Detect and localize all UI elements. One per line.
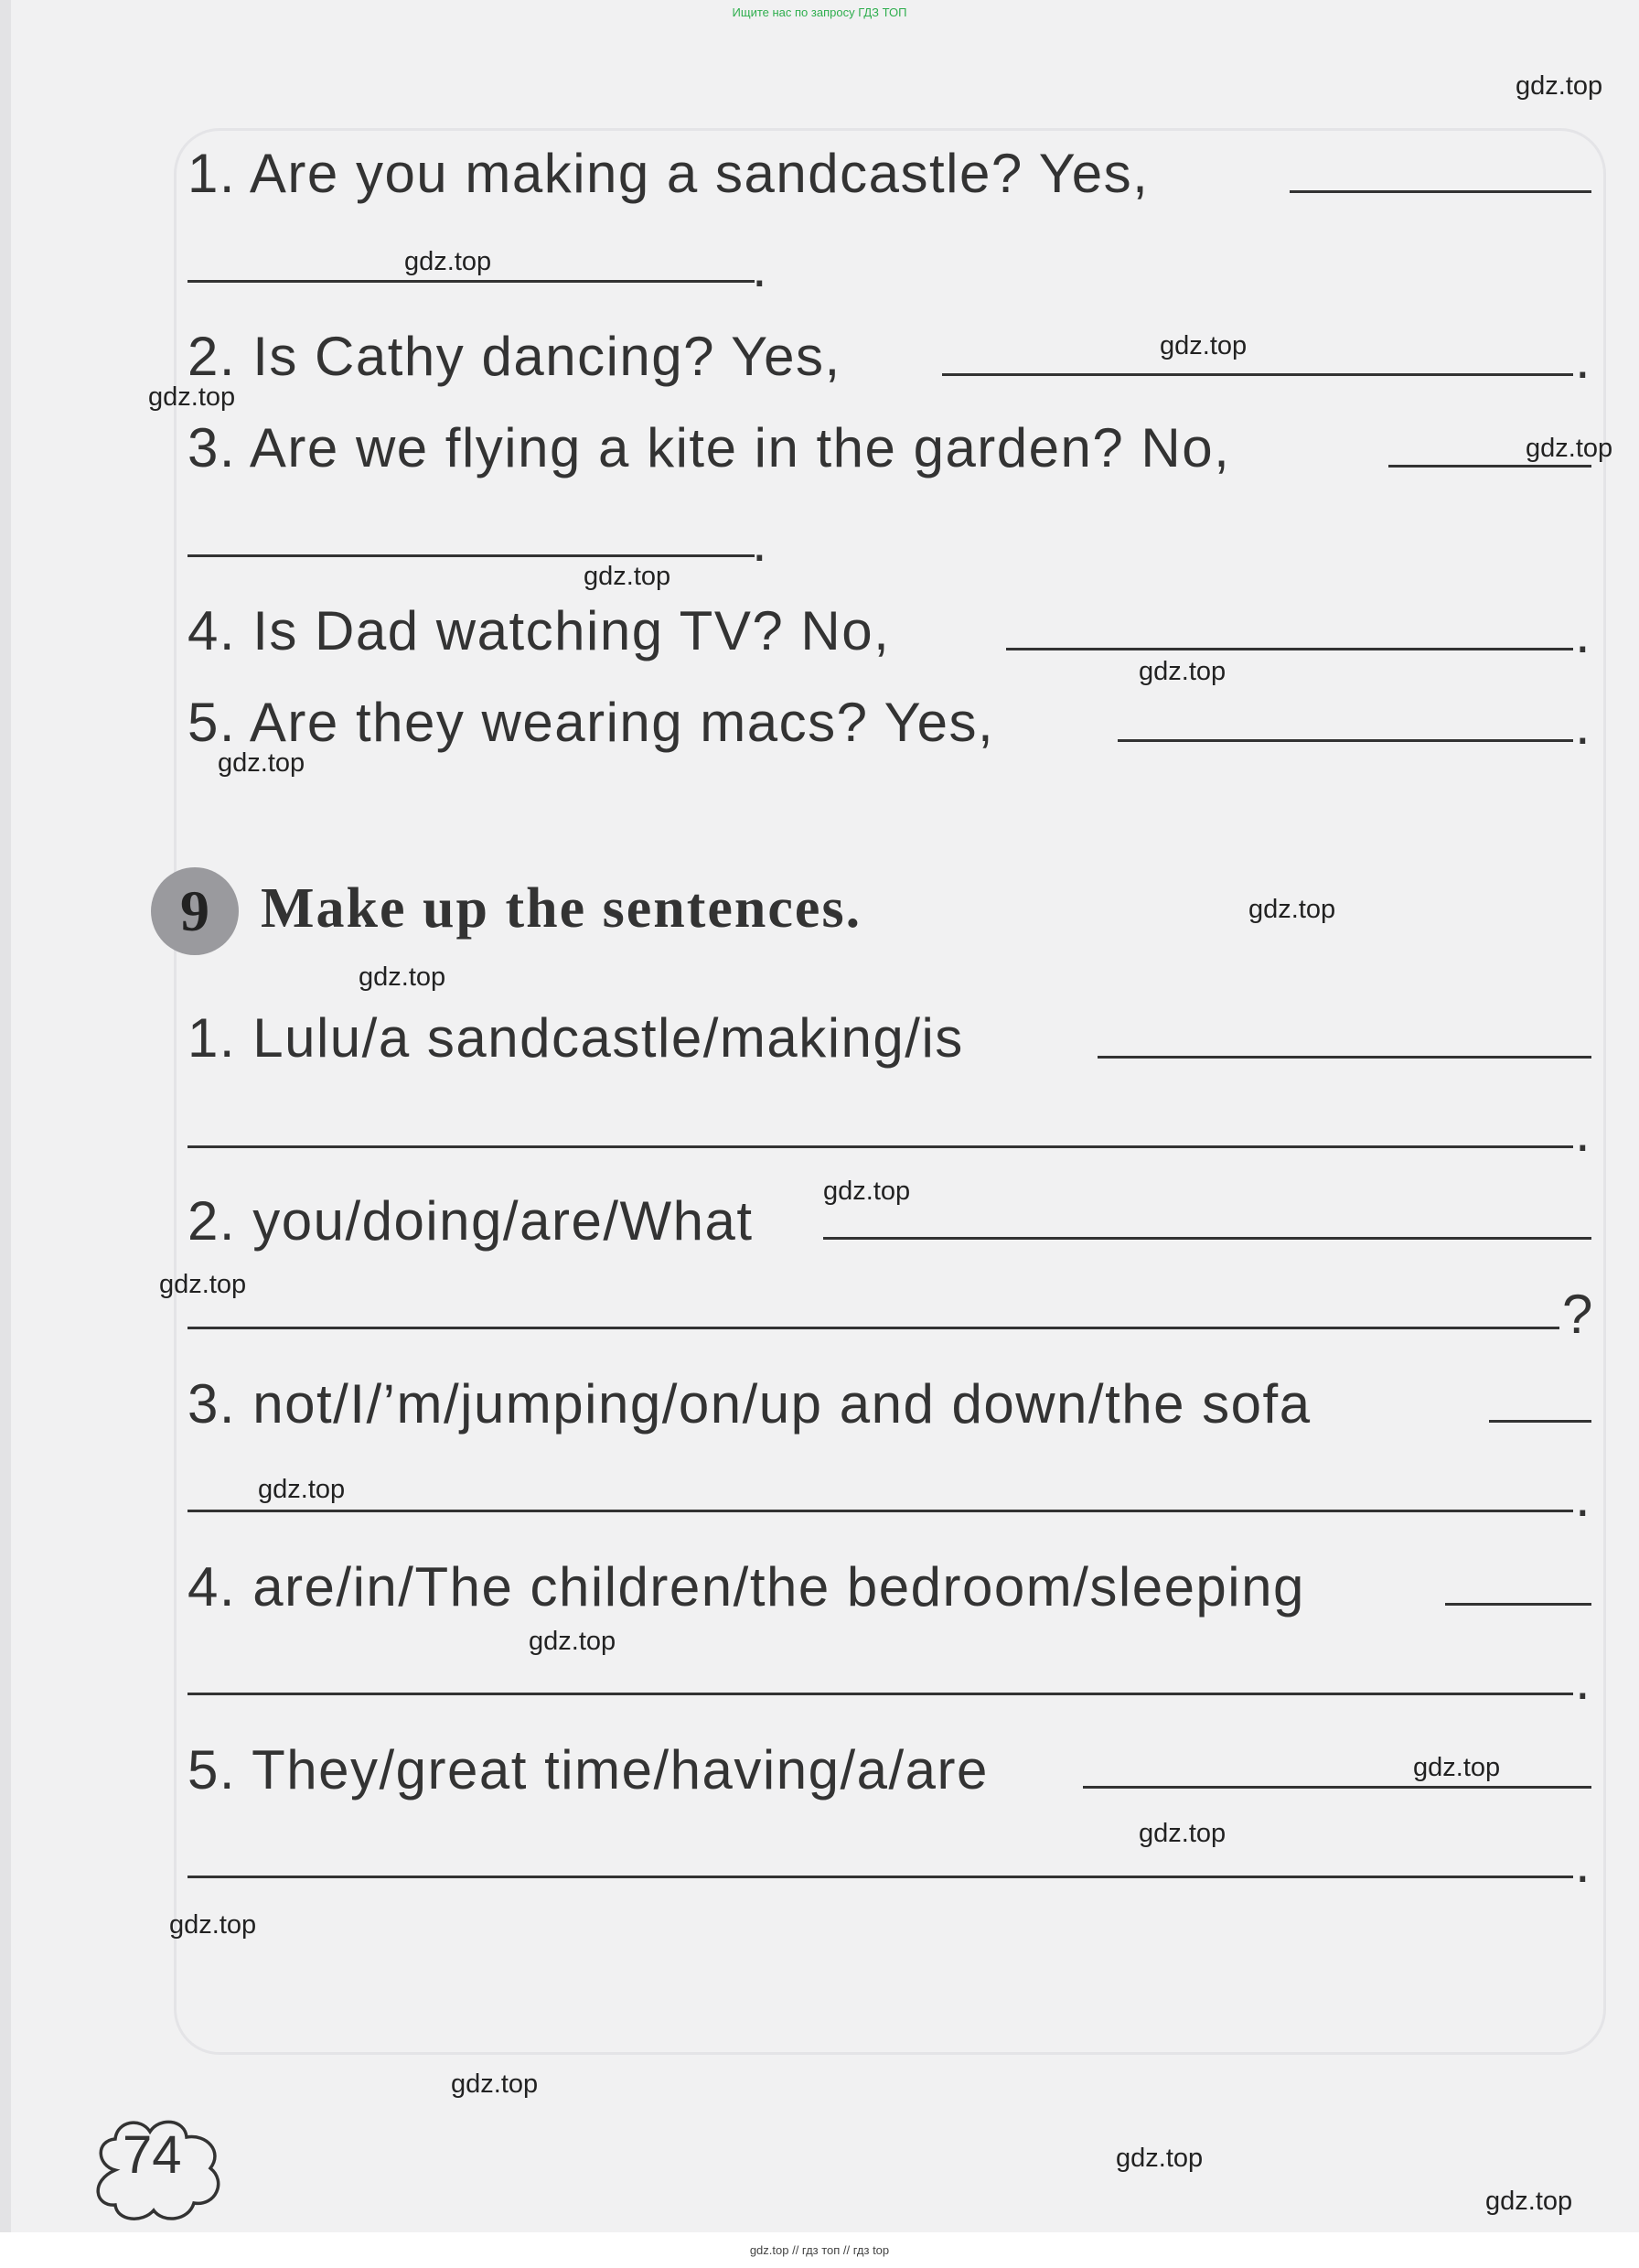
watermark: gdz.top (404, 247, 492, 276)
answer-blank[interactable] (187, 1145, 1573, 1148)
question-1: 1. Are you making a sandcastle? Yes, (187, 143, 1150, 204)
watermark: gdz.top (1526, 434, 1613, 463)
answer-blank[interactable] (1118, 739, 1573, 742)
sentence-5: 5. They/great time/having/a/are (187, 1739, 989, 1800)
sentence-4: 4. are/in/The children/the bedroom/sleeping (187, 1556, 1305, 1618)
answer-blank[interactable] (187, 1510, 1573, 1512)
watermark: gdz.top (529, 1627, 616, 1656)
answer-blank[interactable] (823, 1237, 1591, 1240)
question-5: 5. Are they wearing macs? Yes, (187, 692, 995, 753)
bottom-banner[interactable]: gdz.top // гдз топ // гдз top (749, 2243, 890, 2257)
end-punct: ? (1562, 1284, 1593, 1345)
end-punct: . (1575, 1467, 1591, 1528)
watermark: gdz.top (1485, 2187, 1573, 2216)
answer-blank[interactable] (187, 1693, 1573, 1695)
watermark: gdz.top (1516, 71, 1603, 101)
end-punct: . (752, 237, 767, 298)
answer-blank[interactable] (187, 280, 755, 283)
question-2: 2. Is Cathy dancing? Yes, (187, 326, 841, 387)
watermark: gdz.top (584, 562, 671, 591)
answer-blank[interactable] (1098, 1056, 1591, 1059)
watermark: gdz.top (1413, 1753, 1501, 1782)
watermark: gdz.top (823, 1177, 911, 1206)
end-punct: . (1575, 694, 1591, 756)
watermark: gdz.top (1248, 895, 1336, 924)
question-3: 3. Are we flying a kite in the garden? No, (187, 417, 1231, 478)
page-edge (0, 0, 11, 2268)
watermark: gdz.top (218, 748, 305, 778)
watermark: gdz.top (148, 382, 236, 412)
question-4: 4. Is Dad watching TV? No, (187, 600, 891, 661)
exercise-title: Make up the sentences. (261, 877, 862, 940)
exercise-number-badge: 9 (151, 867, 239, 955)
answer-blank[interactable] (1290, 190, 1591, 193)
end-punct: . (1575, 603, 1591, 664)
answer-blank[interactable] (187, 1876, 1573, 1878)
end-punct: . (1575, 1650, 1591, 1711)
answer-blank[interactable] (1006, 648, 1573, 650)
end-punct: . (1575, 328, 1591, 390)
watermark: gdz.top (169, 1910, 257, 1940)
top-banner[interactable]: Ищите нас по запросу ГДЗ ТОП (732, 5, 907, 19)
answer-blank[interactable] (1083, 1786, 1591, 1789)
answer-blank[interactable] (187, 554, 755, 557)
watermark: gdz.top (159, 1270, 247, 1299)
end-punct: . (1575, 1833, 1591, 1894)
answer-blank[interactable] (1489, 1420, 1591, 1423)
watermark: gdz.top (1116, 2144, 1204, 2173)
answer-blank[interactable] (1445, 1603, 1591, 1606)
page-number: 74 (123, 2125, 182, 2185)
sentence-2: 2. you/doing/are/What (187, 1190, 754, 1252)
answer-blank[interactable] (942, 373, 1573, 376)
watermark: gdz.top (1139, 657, 1227, 686)
sentence-1: 1. Lulu/a sandcastle/making/is (187, 1007, 964, 1069)
end-punct: . (752, 511, 767, 573)
sentence-3: 3. not/I/’m/jumping/on/up and down/the sofa (187, 1373, 1312, 1435)
watermark: gdz.top (1139, 1819, 1227, 1848)
end-punct: . (1575, 1102, 1591, 1163)
watermark: gdz.top (258, 1475, 346, 1504)
answer-blank[interactable] (187, 1327, 1559, 1329)
watermark: gdz.top (359, 962, 446, 992)
answer-blank[interactable] (1388, 465, 1591, 468)
watermark: gdz.top (1160, 331, 1248, 360)
watermark: gdz.top (451, 2069, 539, 2099)
